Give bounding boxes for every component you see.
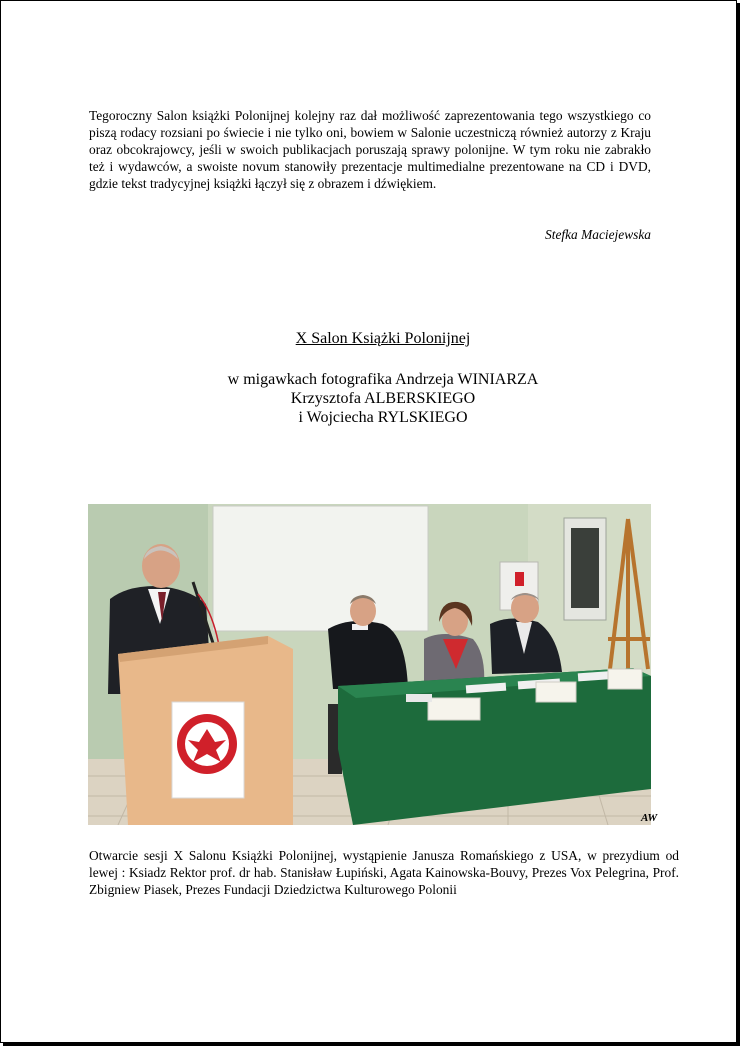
subtitle-line: i Wojciecha RYLSKIEGO	[298, 409, 468, 426]
section-subtitle	[89, 370, 677, 427]
subtitle-line: w migawkach fotografika Andrzeja WINIARZA	[227, 371, 539, 388]
intro-paragraph: Tegoroczny Salon książki Polonijnej kolejny raz dał możliwość zaprezentowania tego wszystkiego co piszą rodacy rozsiani po świecie i nie tylko oni, bowiem w Salonie uczestniczą również autorzy z Kraju oraz obcokrajowcy, jeśli w swoich publikacjach poruszają sprawy polonijne. W tym roku nie zabrakło też i wydawców, a swoiste novum stanowiły prezentacje multimedialne prezentowane na CD i DVD, gdzie tekst tradycyjnej książki łączył się z obrazem i dźwiękiem.	[89, 108, 651, 191]
podium	[118, 636, 293, 825]
subtitle-line: Krzysztofa ALBERSKIEGO	[290, 390, 476, 407]
photo-credit: AW	[641, 812, 658, 824]
photo-caption: Otwarcie sesji X Salonu Książki Polonijnej, wystąpienie Janusza Romańskiego z USA, w prezydium od lewej : Ksiadz Rektor prof. dr hab. Stanisław Łupiński, Agata Kainowska-Bouvy, Prezes Vox Pelegrina, Prof. Zbigniew Piasek, Prezes Fundacji Dziedzictwa Kulturowego Polonii	[89, 848, 679, 897]
event-photo	[88, 504, 651, 825]
name-card	[428, 698, 480, 720]
projection-screen	[213, 506, 428, 631]
name-card	[536, 682, 576, 702]
name-card	[608, 669, 642, 689]
section-title: X Salon Książki Polonijnej	[295, 330, 471, 347]
author-signature: Stefka Maciejewska	[545, 227, 651, 242]
